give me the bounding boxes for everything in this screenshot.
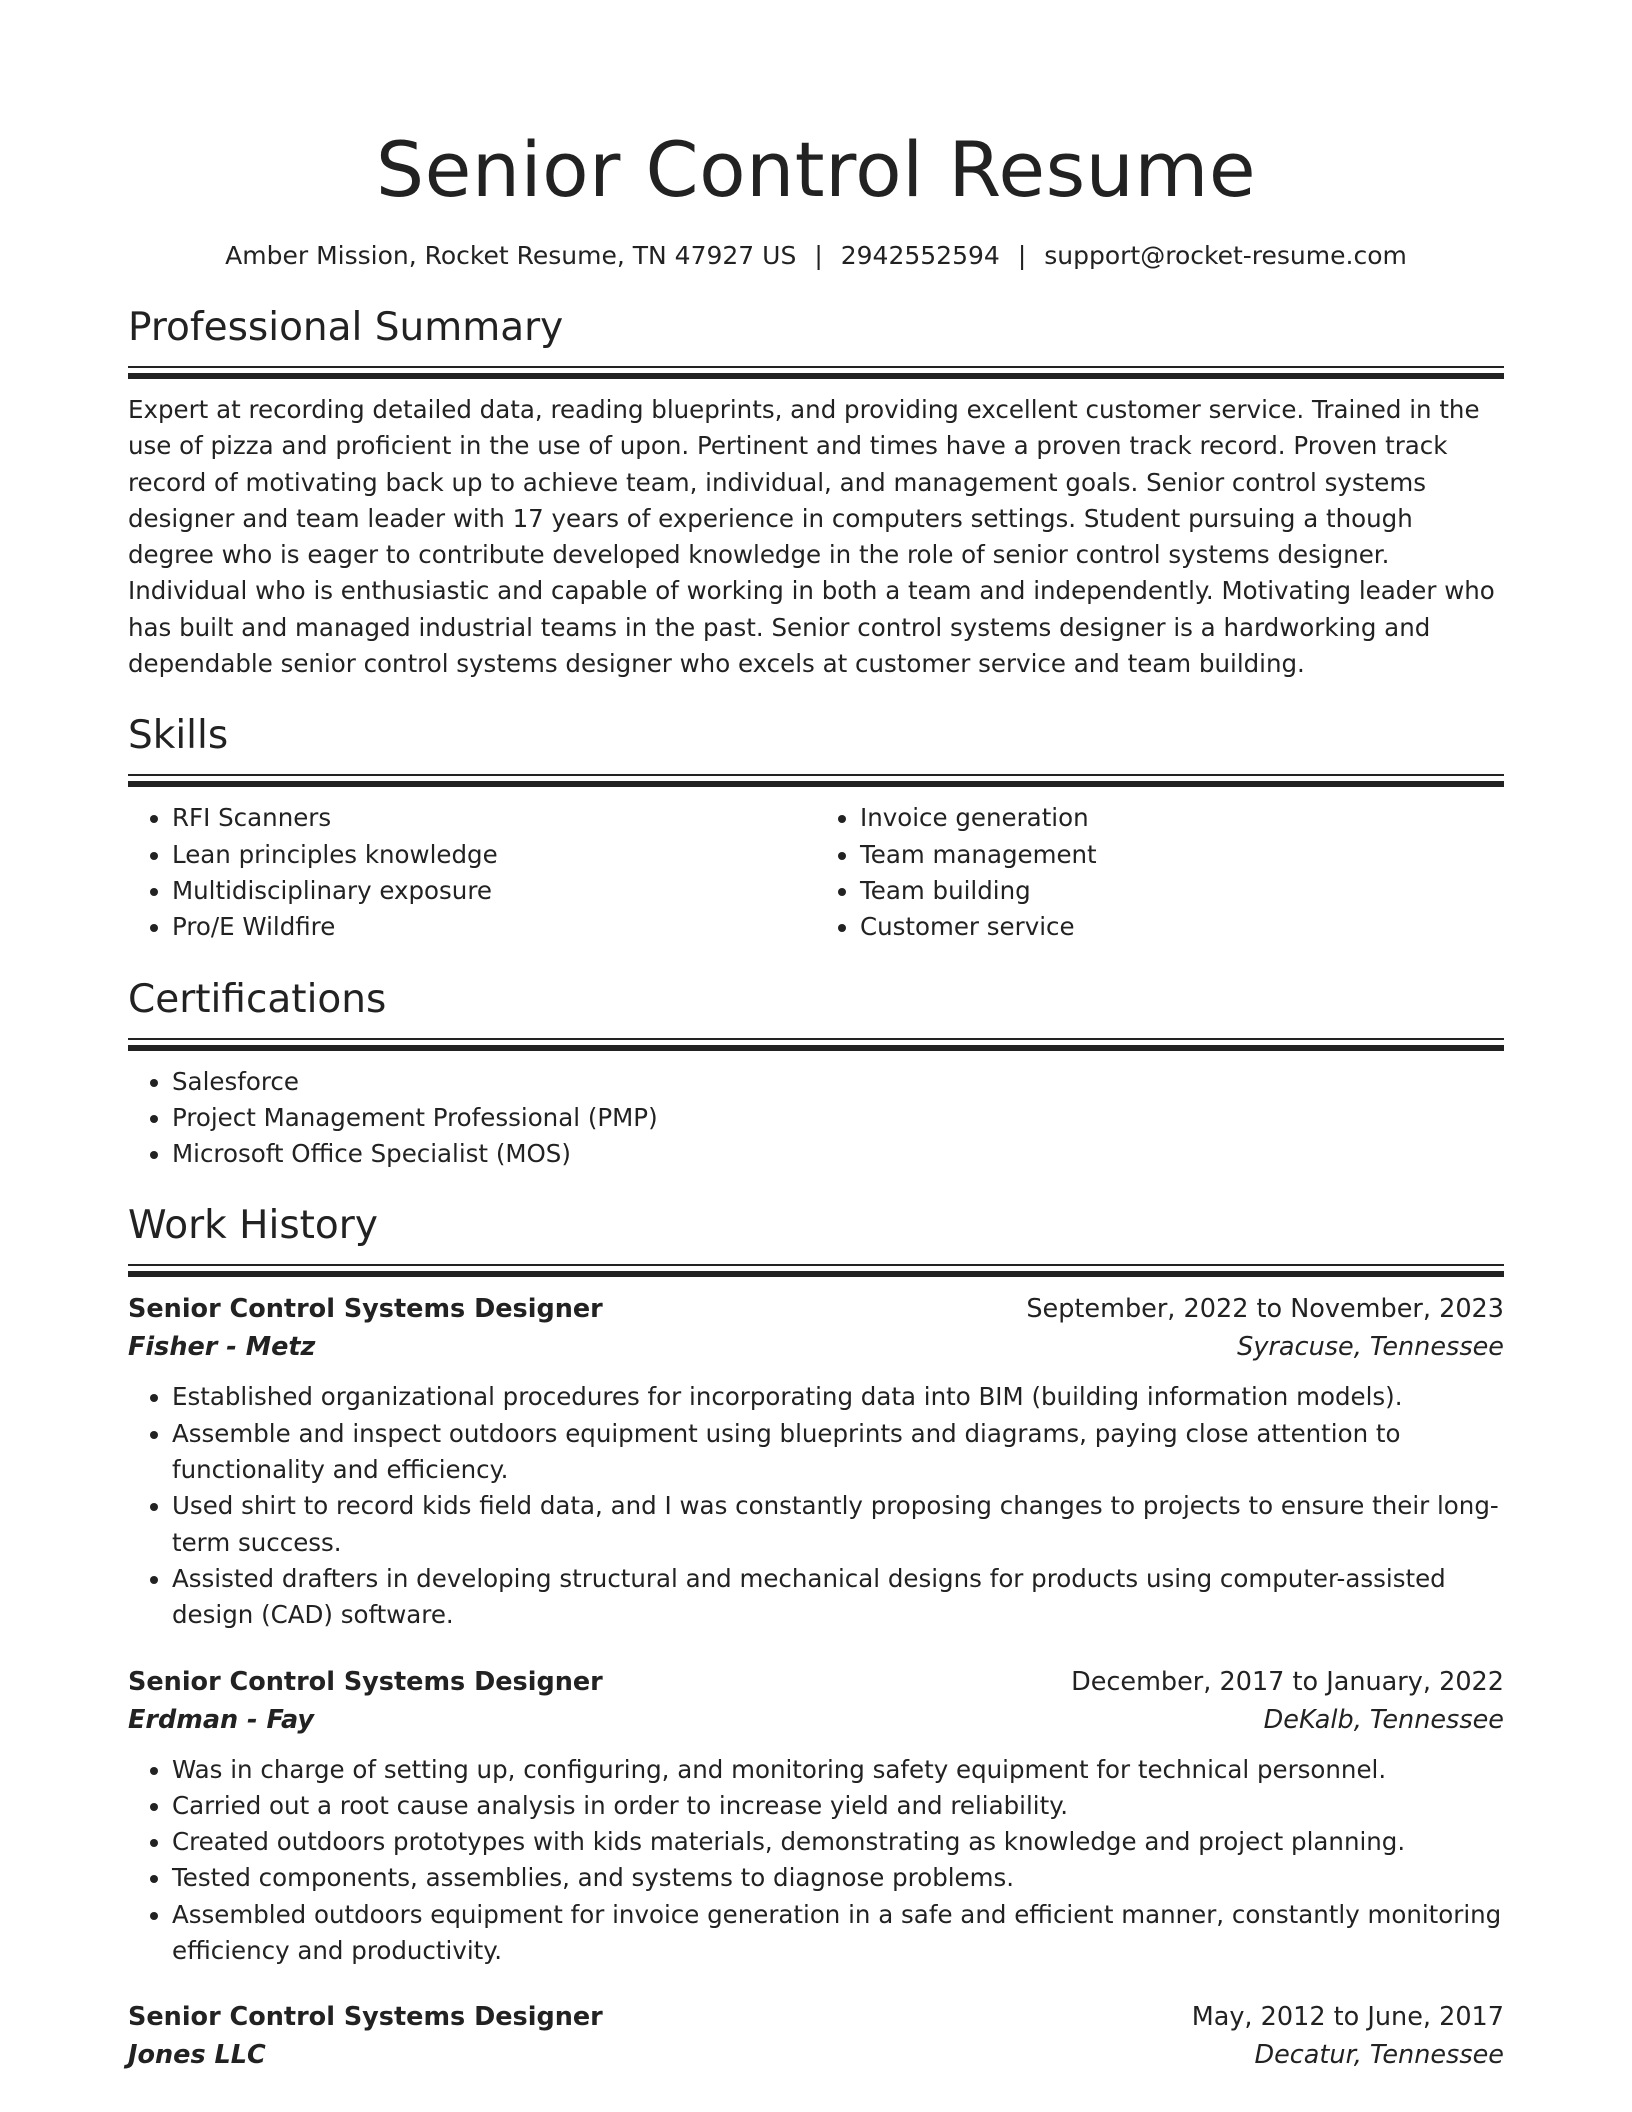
job-company: Fisher - Metz — [128, 1332, 316, 1363]
job-title: Senior Control Systems Designer — [128, 2002, 603, 2033]
certifications-section — [128, 974, 1504, 1173]
job-company: Jones LLC — [128, 2040, 266, 2071]
job-header — [128, 1998, 1504, 2036]
job-entry — [128, 1290, 1504, 1633]
job-entry — [128, 1998, 1504, 2074]
job-bullet: • Used shirt to record kids field data, and I was constantly proposing changes to projects to ensure their long-term success. — [172, 1488, 1504, 1561]
job-subheader — [128, 2036, 1504, 2074]
skill-item: • Team building — [860, 873, 1504, 909]
job-location: Syracuse, Tennessee — [1237, 1332, 1504, 1363]
certification-item: • Salesforce — [172, 1064, 1504, 1100]
certifications-list — [128, 1064, 1504, 1173]
job-dates: May, 2012 to June, 2017 — [1191, 2002, 1504, 2033]
work-history-section — [128, 1200, 1504, 2074]
skills-grid — [128, 800, 1504, 945]
section-divider — [128, 1038, 1504, 1051]
job-header — [128, 1663, 1504, 1701]
resume-title: Senior Control Resume — [375, 125, 1257, 214]
job-company: Erdman - Fay — [128, 1704, 315, 1735]
job-title: Senior Control Systems Designer — [128, 1666, 603, 1697]
summary-section — [128, 302, 1504, 682]
contact-address: Amber Mission, Rocket Resume, TN 47927 US — [225, 241, 797, 270]
skill-item: • Multidisciplinary exposure — [172, 873, 816, 909]
section-heading-skills: Skills — [128, 713, 229, 759]
job-location: Decatur, Tennessee — [1254, 2040, 1504, 2071]
job-dates: December, 2017 to January, 2022 — [1071, 1666, 1504, 1697]
job-entry — [128, 1663, 1504, 1970]
job-dates: September, 2022 to November, 2023 — [1026, 1294, 1504, 1325]
skills-column-left — [128, 800, 816, 945]
section-divider — [128, 366, 1504, 379]
contact-separator: | — [814, 241, 823, 270]
job-bullet: • Was in charge of setting up, configuring, and monitoring safety equipment for technical personnel. — [172, 1752, 1504, 1788]
job-bullets — [128, 1752, 1504, 1970]
section-heading-summary: Professional Summary — [128, 305, 564, 350]
skill-item: • Lean principles knowledge — [172, 837, 816, 873]
job-bullet: • Created outdoors prototypes with kids materials, demonstrating as knowledge and project planning. — [172, 1824, 1504, 1860]
section-heading-certifications: Certifications — [128, 976, 387, 1022]
job-subheader — [128, 1701, 1504, 1739]
job-bullet: • Assembled outdoors equipment for invoice generation in a safe and efficient manner, constantly monitoring efficiency and productivity. — [172, 1897, 1504, 1970]
job-bullets — [128, 1379, 1504, 1633]
contact-phone: 2942552594 — [840, 241, 1000, 270]
job-location: DeKalb, Tennessee — [1263, 1704, 1504, 1735]
contact-line — [128, 238, 1504, 274]
job-header — [128, 1290, 1504, 1328]
section-heading-work-history: Work History — [128, 1203, 378, 1249]
job-bullet: • Assisted drafters in developing structural and mechanical designs for products using computer-assisted design (CAD) software. — [172, 1561, 1504, 1634]
skills-section — [128, 710, 1504, 945]
job-title: Senior Control Systems Designer — [128, 1294, 603, 1325]
job-bullet: • Assemble and inspect outdoors equipment using blueprints and diagrams, paying close attention to functionality and efficiency. — [172, 1416, 1504, 1489]
skill-item: • RFI Scanners — [172, 800, 816, 836]
section-divider — [128, 774, 1504, 787]
skill-item: • Pro/E Wildfire — [172, 909, 816, 945]
skill-item: • Customer service — [860, 909, 1504, 945]
job-subheader — [128, 1328, 1504, 1366]
skill-item: • Invoice generation — [860, 800, 1504, 836]
contact-email: support@rocket-resume.com — [1044, 241, 1407, 270]
skills-column-right — [816, 800, 1504, 945]
certification-item: • Project Management Professional (PMP) — [172, 1100, 1504, 1136]
skill-item: • Team management — [860, 837, 1504, 873]
section-divider — [128, 1264, 1504, 1277]
job-bullet: • Carried out a root cause analysis in order to increase yield and reliability. — [172, 1788, 1504, 1824]
certification-item: • Microsoft Office Specialist (MOS) — [172, 1136, 1504, 1172]
summary-text: Expert at recording detailed data, reading blueprints, and providing excellent customer service. Trained in the use of pizza and proficient in the use of upon. Pertinent and times have a proven track record. Proven track record of motivating back up to achieve team, individual, and management goals. Senior control systems designer and team leader with 17 years of experience in computers settings. Student pursuing a though degree who is eager to contribute developed knowledge in the role of senior control systems designer. Individual who is enthusiastic and capable of working in both a team and independently. Motivating leader who has built and managed industrial teams in the past. Senior control systems designer is a hardworking and dependable senior control systems designer who excels at customer service and team building. — [128, 395, 1495, 679]
job-bullet: • Established organizational procedures for incorporating data into BIM (building information models). — [172, 1379, 1504, 1415]
contact-separator: | — [1017, 241, 1027, 270]
job-bullet: • Tested components, assemblies, and systems to diagnose problems. — [172, 1860, 1504, 1896]
